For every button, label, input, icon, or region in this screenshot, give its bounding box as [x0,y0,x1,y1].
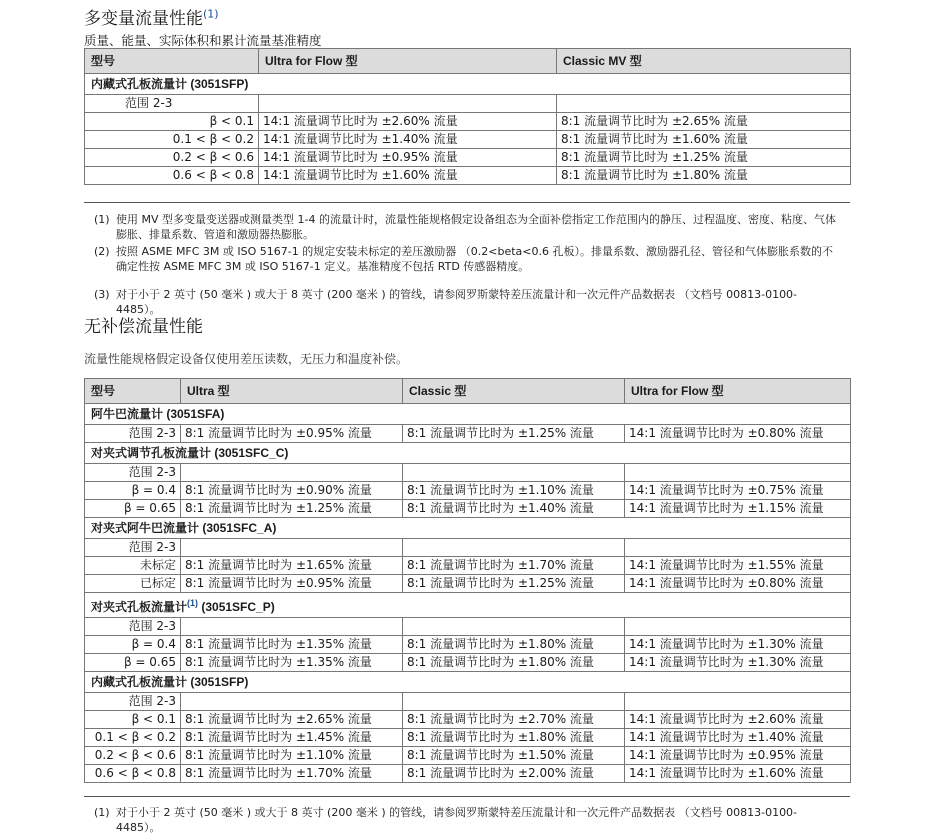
table-row [85,557,851,575]
header-model: 型号 [85,379,181,404]
accuracy-cell: 8:1 流量调节比时为 ±1.50% 流量 [403,747,625,765]
header-ultra: Ultra 型 [181,379,403,404]
accuracy-cell: 8:1 流量调节比时为 ±1.80% 流量 [557,167,851,185]
section2-title: 无补偿流量性能 [84,317,203,337]
range-label: 范围 2-3 [85,618,181,636]
accuracy-cell: 14:1 流量调节比时为 ±0.80% 流量 [625,575,851,593]
range-row [85,618,851,636]
group-name [85,404,851,425]
group-model-code: (3051SFC_P) [198,600,275,614]
accuracy-cell: 8:1 流量调节比时为 ±0.95% 流量 [181,575,403,593]
range-label: 范围 2-3 [85,95,259,113]
empty-cell [625,618,851,636]
row-label: 0.6 < β < 0.8 [85,765,181,783]
group-row [85,593,851,618]
accuracy-cell: 14:1 流量调节比时为 ±1.40% 流量 [259,131,557,149]
empty-cell [181,539,403,557]
range-row [85,464,851,482]
accuracy-cell: 8:1 流量调节比时为 ±1.35% 流量 [181,636,403,654]
table-header-row [85,379,851,404]
footnote-text: 对于小于 2 英寸 (50 毫米 ) 或大于 8 英寸 (200 毫米 ) 的管线，请参阅罗斯蒙特差压流量计和一次元件产品数据表 （文档号 00813-0100-4485）。 [116,806,798,834]
group-name-text: 对夹式孔板流量计 [91,600,188,614]
group-row [85,672,851,693]
group-name [85,593,851,618]
accuracy-cell: 14:1 流量调节比时为 ±2.60% 流量 [259,113,557,131]
table-row [85,167,851,185]
empty-cell [403,693,625,711]
header-classic: Classic 型 [403,379,625,404]
accuracy-cell: 14:1 流量调节比时为 ±1.30% 流量 [625,636,851,654]
accuracy-cell: 8:1 流量调节比时为 ±2.70% 流量 [403,711,625,729]
group-row [85,443,851,464]
empty-cell [625,693,851,711]
table-row [85,149,851,167]
row-label: β < 0.1 [85,711,181,729]
footnote-number: (3) [94,288,110,301]
uncompensated-flow-table [84,378,851,783]
footnote [94,244,836,274]
table-row [85,113,851,131]
table-row [85,500,851,518]
section1-subtitle: 质量、能量、实际体积和累计流量基准精度 [84,33,322,48]
row-label: β = 0.65 [85,654,181,672]
accuracy-cell: 8:1 流量调节比时为 ±1.65% 流量 [181,557,403,575]
multivariable-flow-table [84,48,851,185]
range-label: 范围 2-3 [85,539,181,557]
accuracy-cell: 8:1 流量调节比时为 ±1.25% 流量 [403,575,625,593]
table-header-row [85,49,851,74]
accuracy-cell: 14:1 流量调节比时为 ±1.55% 流量 [625,557,851,575]
accuracy-cell: 14:1 流量调节比时为 ±2.60% 流量 [625,711,851,729]
header-ultra-for-flow: Ultra for Flow 型 [625,379,851,404]
table-row [85,654,851,672]
group-row [85,518,851,539]
range-label: 范围 2-3 [85,464,181,482]
accuracy-cell: 14:1 流量调节比时为 ±1.15% 流量 [625,500,851,518]
group-name-text: 阿牛巴流量计 (3051SFA) [91,407,225,421]
footnote [94,805,836,835]
accuracy-cell: 8:1 流量调节比时为 ±1.10% 流量 [403,482,625,500]
table-row [85,711,851,729]
range-label: 范围 2-3 [85,693,181,711]
group-name [85,443,851,464]
row-label: β = 0.4 [85,482,181,500]
notes-divider [84,796,850,797]
accuracy-cell: 14:1 流量调节比时为 ±0.95% 流量 [625,747,851,765]
accuracy-cell: 8:1 流量调节比时为 ±1.70% 流量 [403,557,625,575]
accuracy-cell: 8:1 流量调节比时为 ±0.95% 流量 [181,425,403,443]
accuracy-cell: 8:1 流量调节比时为 ±1.80% 流量 [403,654,625,672]
header-ultra-for-flow: Ultra for Flow 型 [259,49,557,74]
row-label: β = 0.65 [85,500,181,518]
empty-cell [259,95,557,113]
accuracy-cell: 8:1 流量调节比时为 ±2.65% 流量 [181,711,403,729]
table-row [85,729,851,747]
accuracy-cell: 14:1 流量调节比时为 ±0.75% 流量 [625,482,851,500]
empty-cell [625,539,851,557]
empty-cell [181,693,403,711]
header-model: 型号 [85,49,259,74]
footnote-text: 按照 ASME MFC 3M 或 ISO 5167-1 的规定安装未标定的差压激励器 （0.2<beta<0.6 孔板）。排量系数、激励器孔径、管径和气体膨胀系数的不确定性按 ASME MFC 3M 或 ISO 5167-1 定义。基准精度不包括 RTD 传感器精度。 [116,245,833,273]
table-row [85,636,851,654]
accuracy-cell: 8:1 流量调节比时为 ±1.80% 流量 [403,729,625,747]
accuracy-cell: 8:1 流量调节比时为 ±1.25% 流量 [557,149,851,167]
empty-cell [181,618,403,636]
footnote-text: 对于小于 2 英寸 (50 毫米 ) 或大于 8 英寸 (200 毫米 ) 的管线，请参阅罗斯蒙特差压流量计和一次元件产品数据表 （文档号 00813-0100-4485）。 [116,288,798,316]
accuracy-cell: 14:1 流量调节比时为 ±1.60% 流量 [625,765,851,783]
accuracy-cell: 8:1 流量调节比时为 ±1.60% 流量 [557,131,851,149]
empty-cell [557,95,851,113]
accuracy-cell: 8:1 流量调节比时为 ±1.70% 流量 [181,765,403,783]
beta-label: 0.1 < β < 0.2 [85,131,259,149]
group-name-text: 内藏式孔板流量计 (3051SFP) [91,675,249,689]
accuracy-cell: 14:1 流量调节比时为 ±1.40% 流量 [625,729,851,747]
accuracy-cell: 14:1 流量调节比时为 ±1.30% 流量 [625,654,851,672]
table-row [85,131,851,149]
accuracy-cell: 8:1 流量调节比时为 ±2.00% 流量 [403,765,625,783]
accuracy-cell: 8:1 流量调节比时为 ±1.25% 流量 [181,500,403,518]
row-label: 已标定 [85,575,181,593]
section1-title-note: (1) [203,7,219,21]
row-label: 0.2 < β < 0.6 [85,747,181,765]
table-row [85,747,851,765]
group-name [85,672,851,693]
range-row [85,693,851,711]
beta-label: 0.6 < β < 0.8 [85,167,259,185]
accuracy-cell: 14:1 流量调节比时为 ±0.80% 流量 [625,425,851,443]
section2-paragraph: 流量性能规格假定设备仅使用差压读数，无压力和温度补偿。 [84,352,409,366]
beta-label: β < 0.1 [85,113,259,131]
row-label: β = 0.4 [85,636,181,654]
row-label: 未标定 [85,557,181,575]
empty-cell [403,464,625,482]
group-name-text: 对夹式调节孔板流量计 (3051SFC_C) [91,446,289,460]
empty-cell [403,539,625,557]
empty-cell [625,464,851,482]
accuracy-cell: 14:1 流量调节比时为 ±0.95% 流量 [259,149,557,167]
group-row [85,404,851,425]
header-classic-mv: Classic MV 型 [557,49,851,74]
row-label: 0.1 < β < 0.2 [85,729,181,747]
accuracy-cell: 8:1 流量调节比时为 ±0.90% 流量 [181,482,403,500]
section1-title: 多变量流量性能$^{(1)}$ [84,7,219,29]
range-row [85,539,851,557]
footnote-number: (2) [94,245,110,258]
accuracy-cell: 8:1 流量调节比时为 ±1.40% 流量 [403,500,625,518]
footnote-number: (1) [94,213,110,226]
range-row [85,95,851,113]
accuracy-cell: 8:1 流量调节比时为 ±1.80% 流量 [403,636,625,654]
footnote [94,287,836,317]
table-row [85,425,851,443]
accuracy-cell: 8:1 流量调节比时为 ±1.45% 流量 [181,729,403,747]
group-name-text: 对夹式阿牛巴流量计 (3051SFC_A) [91,521,277,535]
table-row [85,575,851,593]
table-row [85,482,851,500]
row-label: 范围 2-3 [85,425,181,443]
accuracy-cell: 14:1 流量调节比时为 ±1.60% 流量 [259,167,557,185]
footnote-number: (1) [94,806,110,819]
accuracy-cell: 8:1 流量调节比时为 ±1.10% 流量 [181,747,403,765]
group-name: 内藏式孔板流量计 (3051SFP) [85,74,851,95]
group-row [85,74,851,95]
accuracy-cell: 8:1 流量调节比时为 ±1.35% 流量 [181,654,403,672]
footnote [94,212,836,242]
accuracy-cell: 8:1 流量调节比时为 ±2.65% 流量 [557,113,851,131]
empty-cell [181,464,403,482]
accuracy-cell: 8:1 流量调节比时为 ±1.25% 流量 [403,425,625,443]
notes-divider [84,202,850,203]
footnote-text: 使用 MV 型多变量变送器或测量类型 1-4 的流量计时，流量性能规格假定设备组态为全面补偿指定工作范围内的静压、过程温度、密度、粘度、气体膨胀、排量系数、管道和激励器热膨胀。 [116,213,836,241]
beta-label: 0.2 < β < 0.6 [85,149,259,167]
table-row [85,765,851,783]
group-footnote-ref: (1) [187,598,199,608]
empty-cell [403,618,625,636]
group-name [85,518,851,539]
